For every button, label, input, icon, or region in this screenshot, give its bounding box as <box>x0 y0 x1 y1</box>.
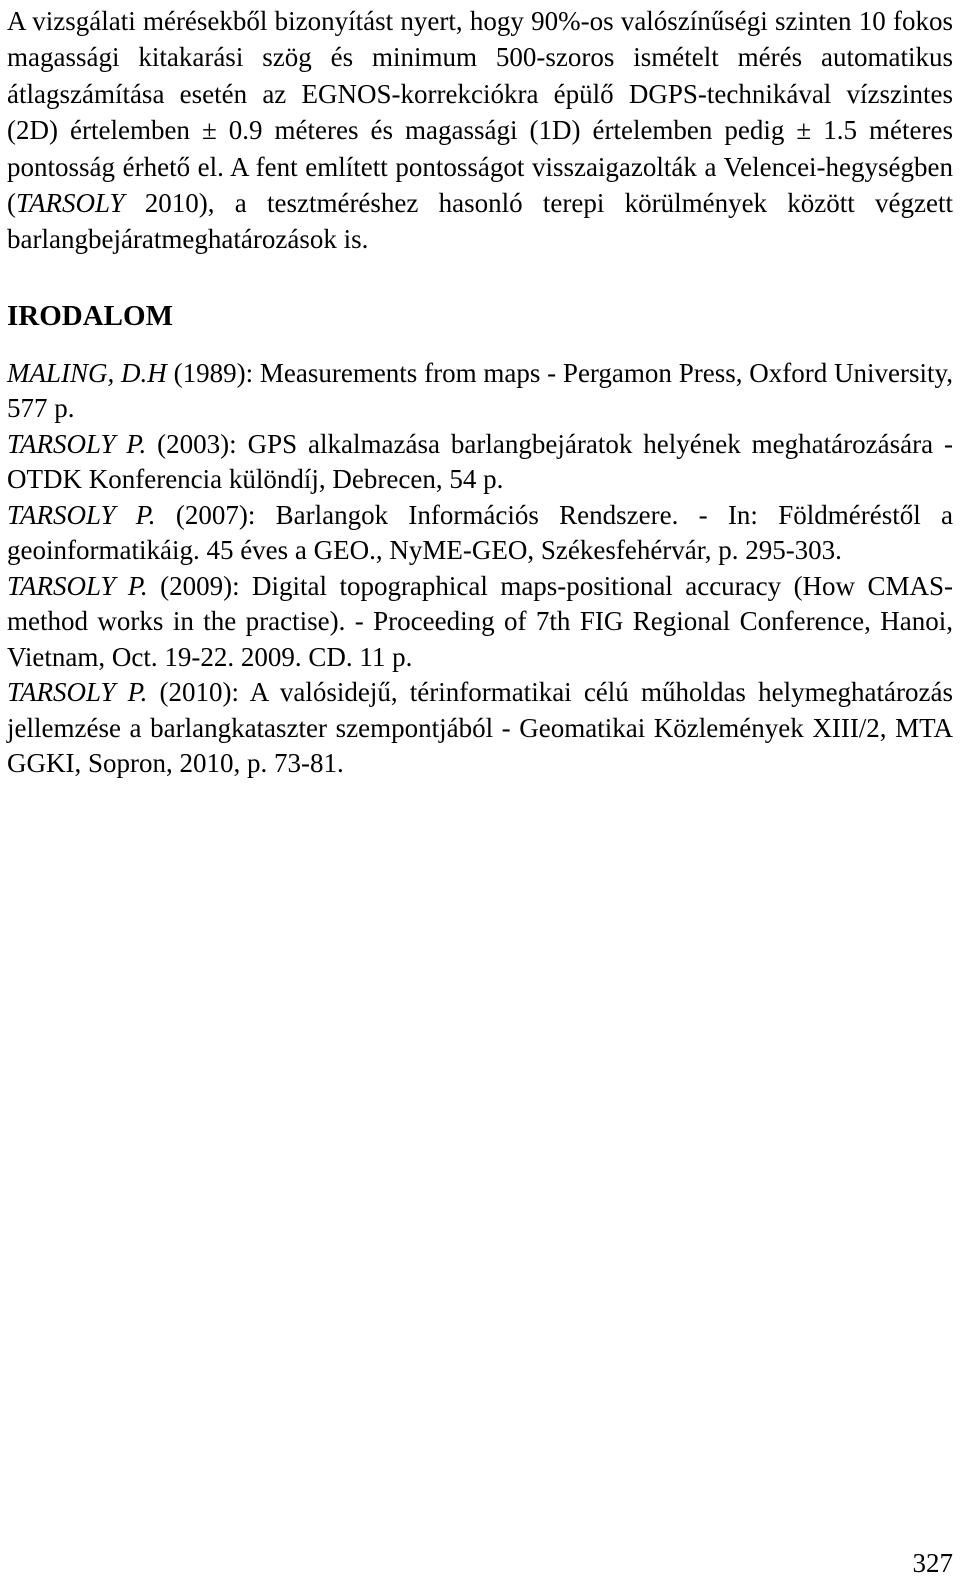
reference-text: (1989): Measurements from maps - Pergamon Press, Oxford University, 577 p. <box>7 357 953 424</box>
reference-author: MALING, D.H <box>7 357 167 388</box>
reference-author: TARSOLY P. <box>7 499 156 530</box>
reference-item <box>7 356 953 427</box>
page-number: 327 <box>912 1548 953 1578</box>
reference-item <box>7 498 953 569</box>
reference-text: (2003): GPS alkalmazása barlangbejáratok helyének meghatározására - OTDK Konferencia különdíj, Debrecen, 54 p. <box>7 428 953 495</box>
reference-item <box>7 427 953 498</box>
intro-text: A vizsgálati mérésekből bizonyítást nyert, hogy 90%-os valószínűségi szinten 10 fokos magassági kitakarási szög és minimum 500-szoros ismételt mérés automatikus átlagszámítása esetén az EGNOS-korrekciókra épülő DGPS-technikával vízszintes (2D) értelemben ± 0.9 méteres és magassági (1D) értelemben pedig ± 1.5 méteres pontosság érhető el. A fent említett pontosságot visszaigazolták a Velencei-hegységben ( <box>7 6 953 219</box>
reference-author: TARSOLY P. <box>7 570 148 601</box>
reference-text: (2007): Barlangok Információs Rendszere. - In: Földméréstől a geoinformatikáig. 45 éves a GEO., NyME-GEO, Székesfehérvár, p. 295-303. <box>7 499 954 566</box>
reference-text: (2009): Digital topographical maps-positional accuracy (How CMAS-method works in the practise). - Proceeding of 7th FIG Regional Conference, Hanoi, Vietnam, Oct. 19-22. 2009. CD. 11 p. <box>7 570 954 672</box>
reference-text: (2010): A valósidejű, térinformatikai célú műholdas helymeghatározás jellemzése a barlangkataszter szempontjából - Geomatikai Közlemények XIII/2, MTA GGKI, Sopron, 2010, p. 73-81. <box>7 677 953 779</box>
reference-item <box>7 569 953 676</box>
reference-item <box>7 675 953 782</box>
intro-paragraph <box>7 0 953 258</box>
reference-author: TARSOLY P. <box>7 428 147 459</box>
document-page <box>7 0 953 782</box>
section-heading: IRODALOM <box>7 299 173 332</box>
intro-text-end: 2010), a tesztméréshez hasonló terepi körülmények között végzett barlangbejáratmeghatározások is. <box>7 188 953 255</box>
reference-list <box>7 356 953 782</box>
reference-author: TARSOLY P. <box>7 677 148 708</box>
intro-citation-author: TARSOLY <box>16 188 125 219</box>
